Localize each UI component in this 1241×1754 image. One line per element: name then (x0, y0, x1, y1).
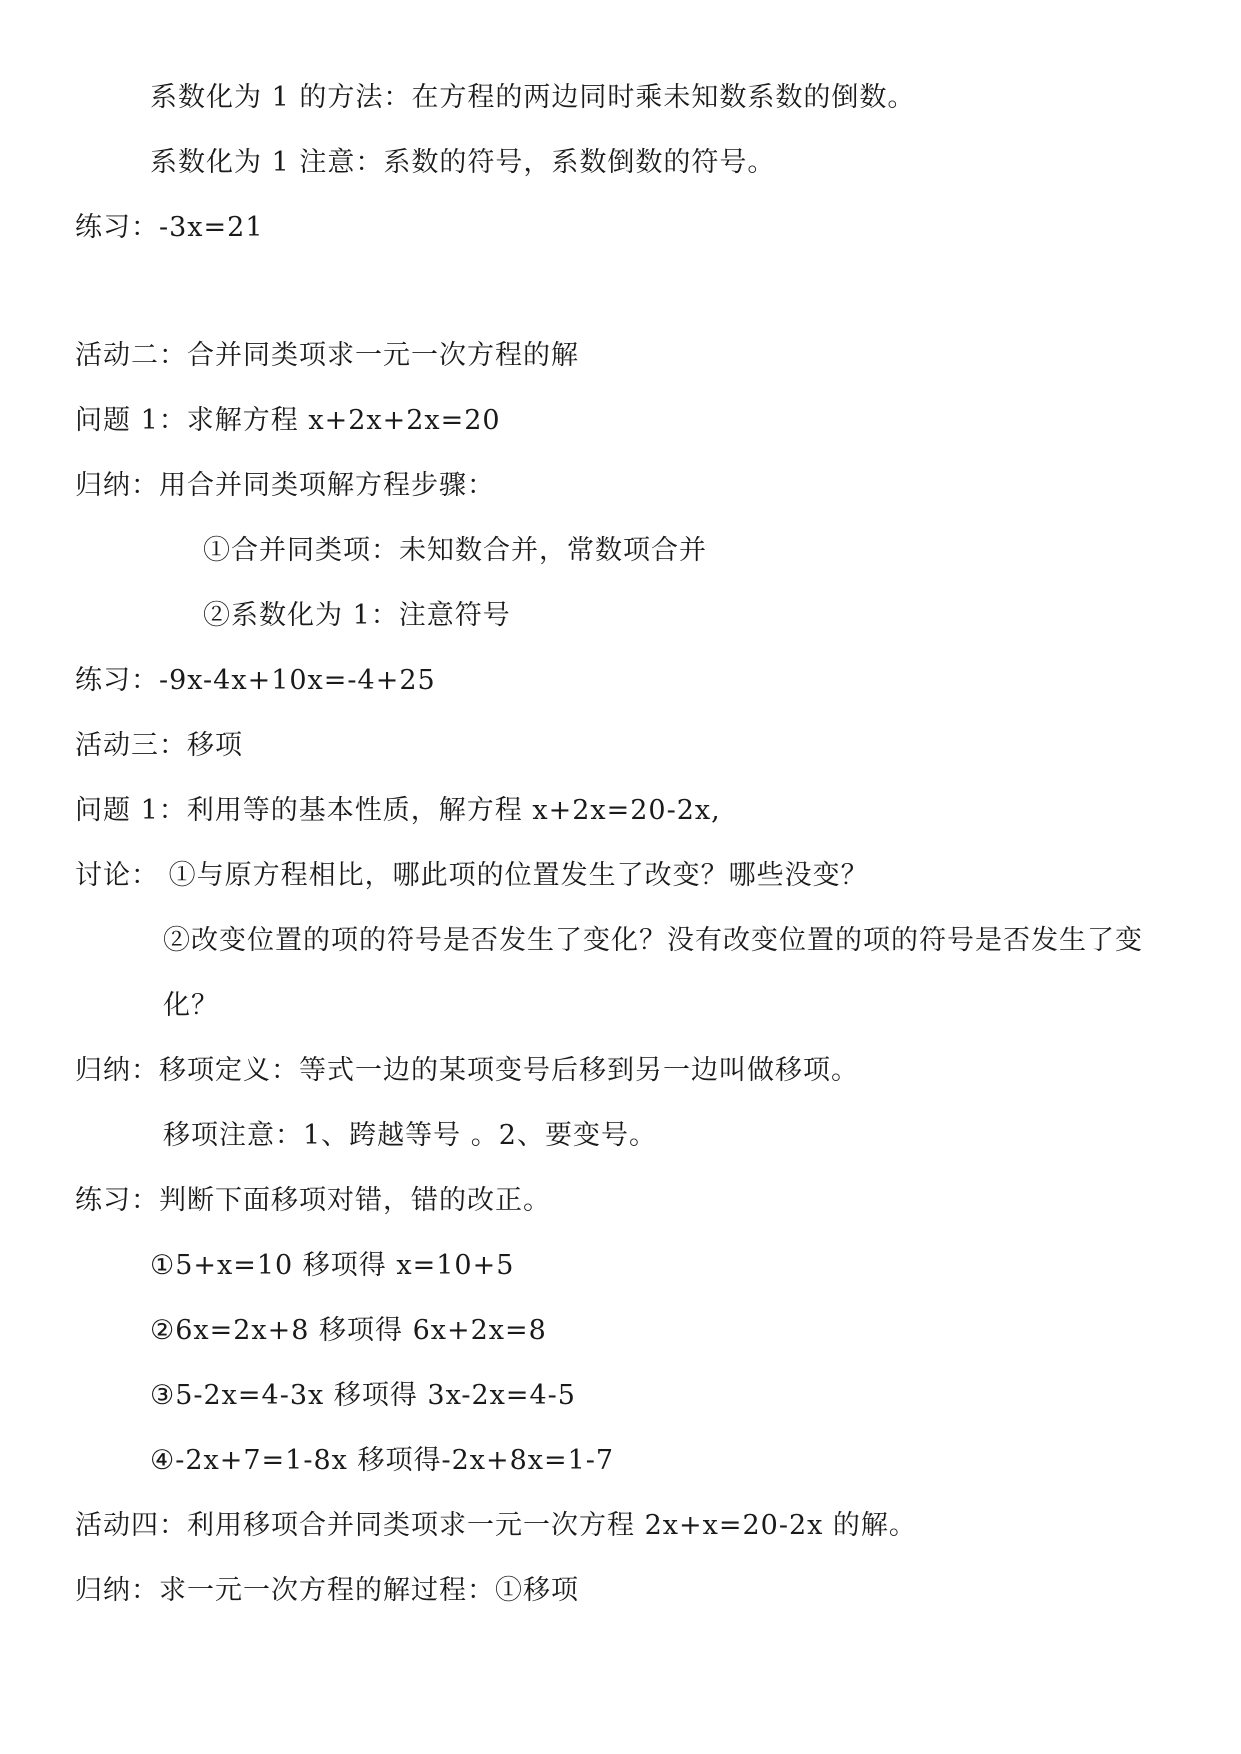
text-line-item-4: ④-2x+7=1-8x 移项得-2x+8x=1-7 (150, 1445, 615, 1476)
text-line-discussion-2: ②改变位置的项的符号是否发生了变化？没有改变位置的项的符号是否发生了变 (163, 925, 1143, 956)
text-line-summary-2: 归纳：求一元一次方程的解过程：①移项 (75, 1575, 579, 1606)
text-line-coef-method: 系数化为 1 的方法：在方程的两边同时乘未知数系数的倒数。 (150, 82, 916, 113)
heading-activity-2: 活动二：合并同类项求一元一次方程的解 (75, 340, 579, 371)
heading-activity-4: 活动四：利用移项合并同类项求一元一次方程 2x+x=20-2x 的解。 (75, 1510, 917, 1541)
text-line-move-note: 移项注意：1、跨越等号 。2、要变号。 (163, 1120, 657, 1151)
text-line-item-2: ②6x=2x+8 移项得 6x+2x=8 (150, 1315, 547, 1346)
text-line-exercise-3: 练习：判断下面移项对错，错的改正。 (75, 1185, 551, 1216)
text-line-question-1a: 问题 1：求解方程 x+2x+2x=20 (75, 405, 501, 436)
text-line-exercise-1: 练习：-3x=21 (75, 212, 264, 243)
text-line-step-1: ①合并同类项：未知数合并，常数项合并 (203, 535, 707, 566)
text-line-discussion-1: 讨论： ①与原方程相比，哪此项的位置发生了改变？哪些没变？ (75, 860, 869, 891)
heading-activity-3: 活动三：移项 (75, 730, 243, 761)
text-line-step-2: ②系数化为 1：注意符号 (203, 600, 511, 631)
text-line-question-1b: 问题 1：利用等的基本性质，解方程 x+2x=20-2x, (75, 795, 721, 826)
text-line-coef-note: 系数化为 1 注意：系数的符号，系数倒数的符号。 (150, 147, 776, 178)
text-line-item-1: ①5+x=10 移项得 x=10+5 (150, 1250, 515, 1281)
text-line-move-definition: 归纳：移项定义：等式一边的某项变号后移到另一边叫做移项。 (75, 1055, 859, 1086)
text-line-exercise-2: 练习：-9x-4x+10x=-4+25 (75, 665, 436, 696)
text-line-item-3: ③5-2x=4-3x 移项得 3x-2x=4-5 (150, 1380, 576, 1411)
text-line-summary-1: 归纳：用合并同类项解方程步骤： (75, 470, 495, 501)
text-line-discussion-2-cont: 化？ (163, 990, 219, 1021)
